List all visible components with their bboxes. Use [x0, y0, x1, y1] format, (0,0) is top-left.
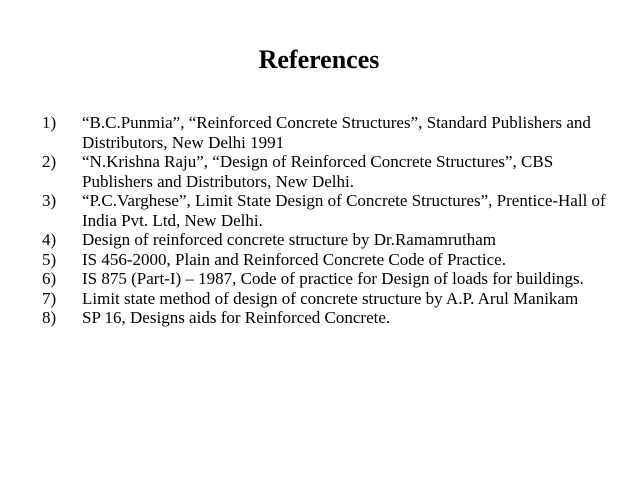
- reference-number: 4): [42, 230, 57, 249]
- reference-item: [42, 152, 612, 191]
- reference-text: “N.Krishna Raju”, “Design of Reinforced Concrete Structures”, CBS Publishers and Distributors, New Delhi.: [82, 152, 554, 191]
- reference-number: 8): [42, 308, 57, 327]
- reference-text: Design of reinforced concrete structure by Dr.Ramamrutham: [82, 230, 496, 249]
- reference-text: Limit state method of design of concrete structure by A.P. Arul Manikam: [82, 288, 579, 308]
- reference-item: [42, 269, 612, 289]
- reference-item: [42, 250, 612, 270]
- reference-item: [42, 113, 612, 152]
- reference-list: [42, 113, 612, 328]
- reference-number: 6): [42, 269, 57, 288]
- reference-text: IS 456-2000, Plain and Reinforced Concrete Code of Practice.: [82, 249, 506, 269]
- reference-text: “B.C.Punmia”, “Reinforced Concrete Structures”, Standard Publishers and Distributors, New Delhi 1991: [82, 113, 591, 152]
- reference-text: SP 16, Designs aids for Reinforced Concrete.: [82, 308, 391, 327]
- reference-item: [42, 230, 612, 250]
- reference-text: “P.C.Varghese”, Limit State Design of Concrete Structures”, Prentice-Hall of India Pvt. Ltd, New Delhi.: [82, 191, 606, 230]
- reference-text: IS 875 (Part-I) – 1987, Code of practice for Design of loads for buildings.: [82, 269, 584, 288]
- reference-number: 1): [42, 113, 57, 132]
- reference-item: [42, 289, 612, 309]
- reference-item: [42, 191, 612, 230]
- reference-item: [42, 308, 612, 328]
- reference-number: 3): [42, 191, 57, 210]
- reference-number: 5): [42, 249, 57, 269]
- reference-number: 2): [42, 152, 57, 171]
- page-title: References: [258, 45, 380, 74]
- reference-number: 7): [42, 288, 57, 308]
